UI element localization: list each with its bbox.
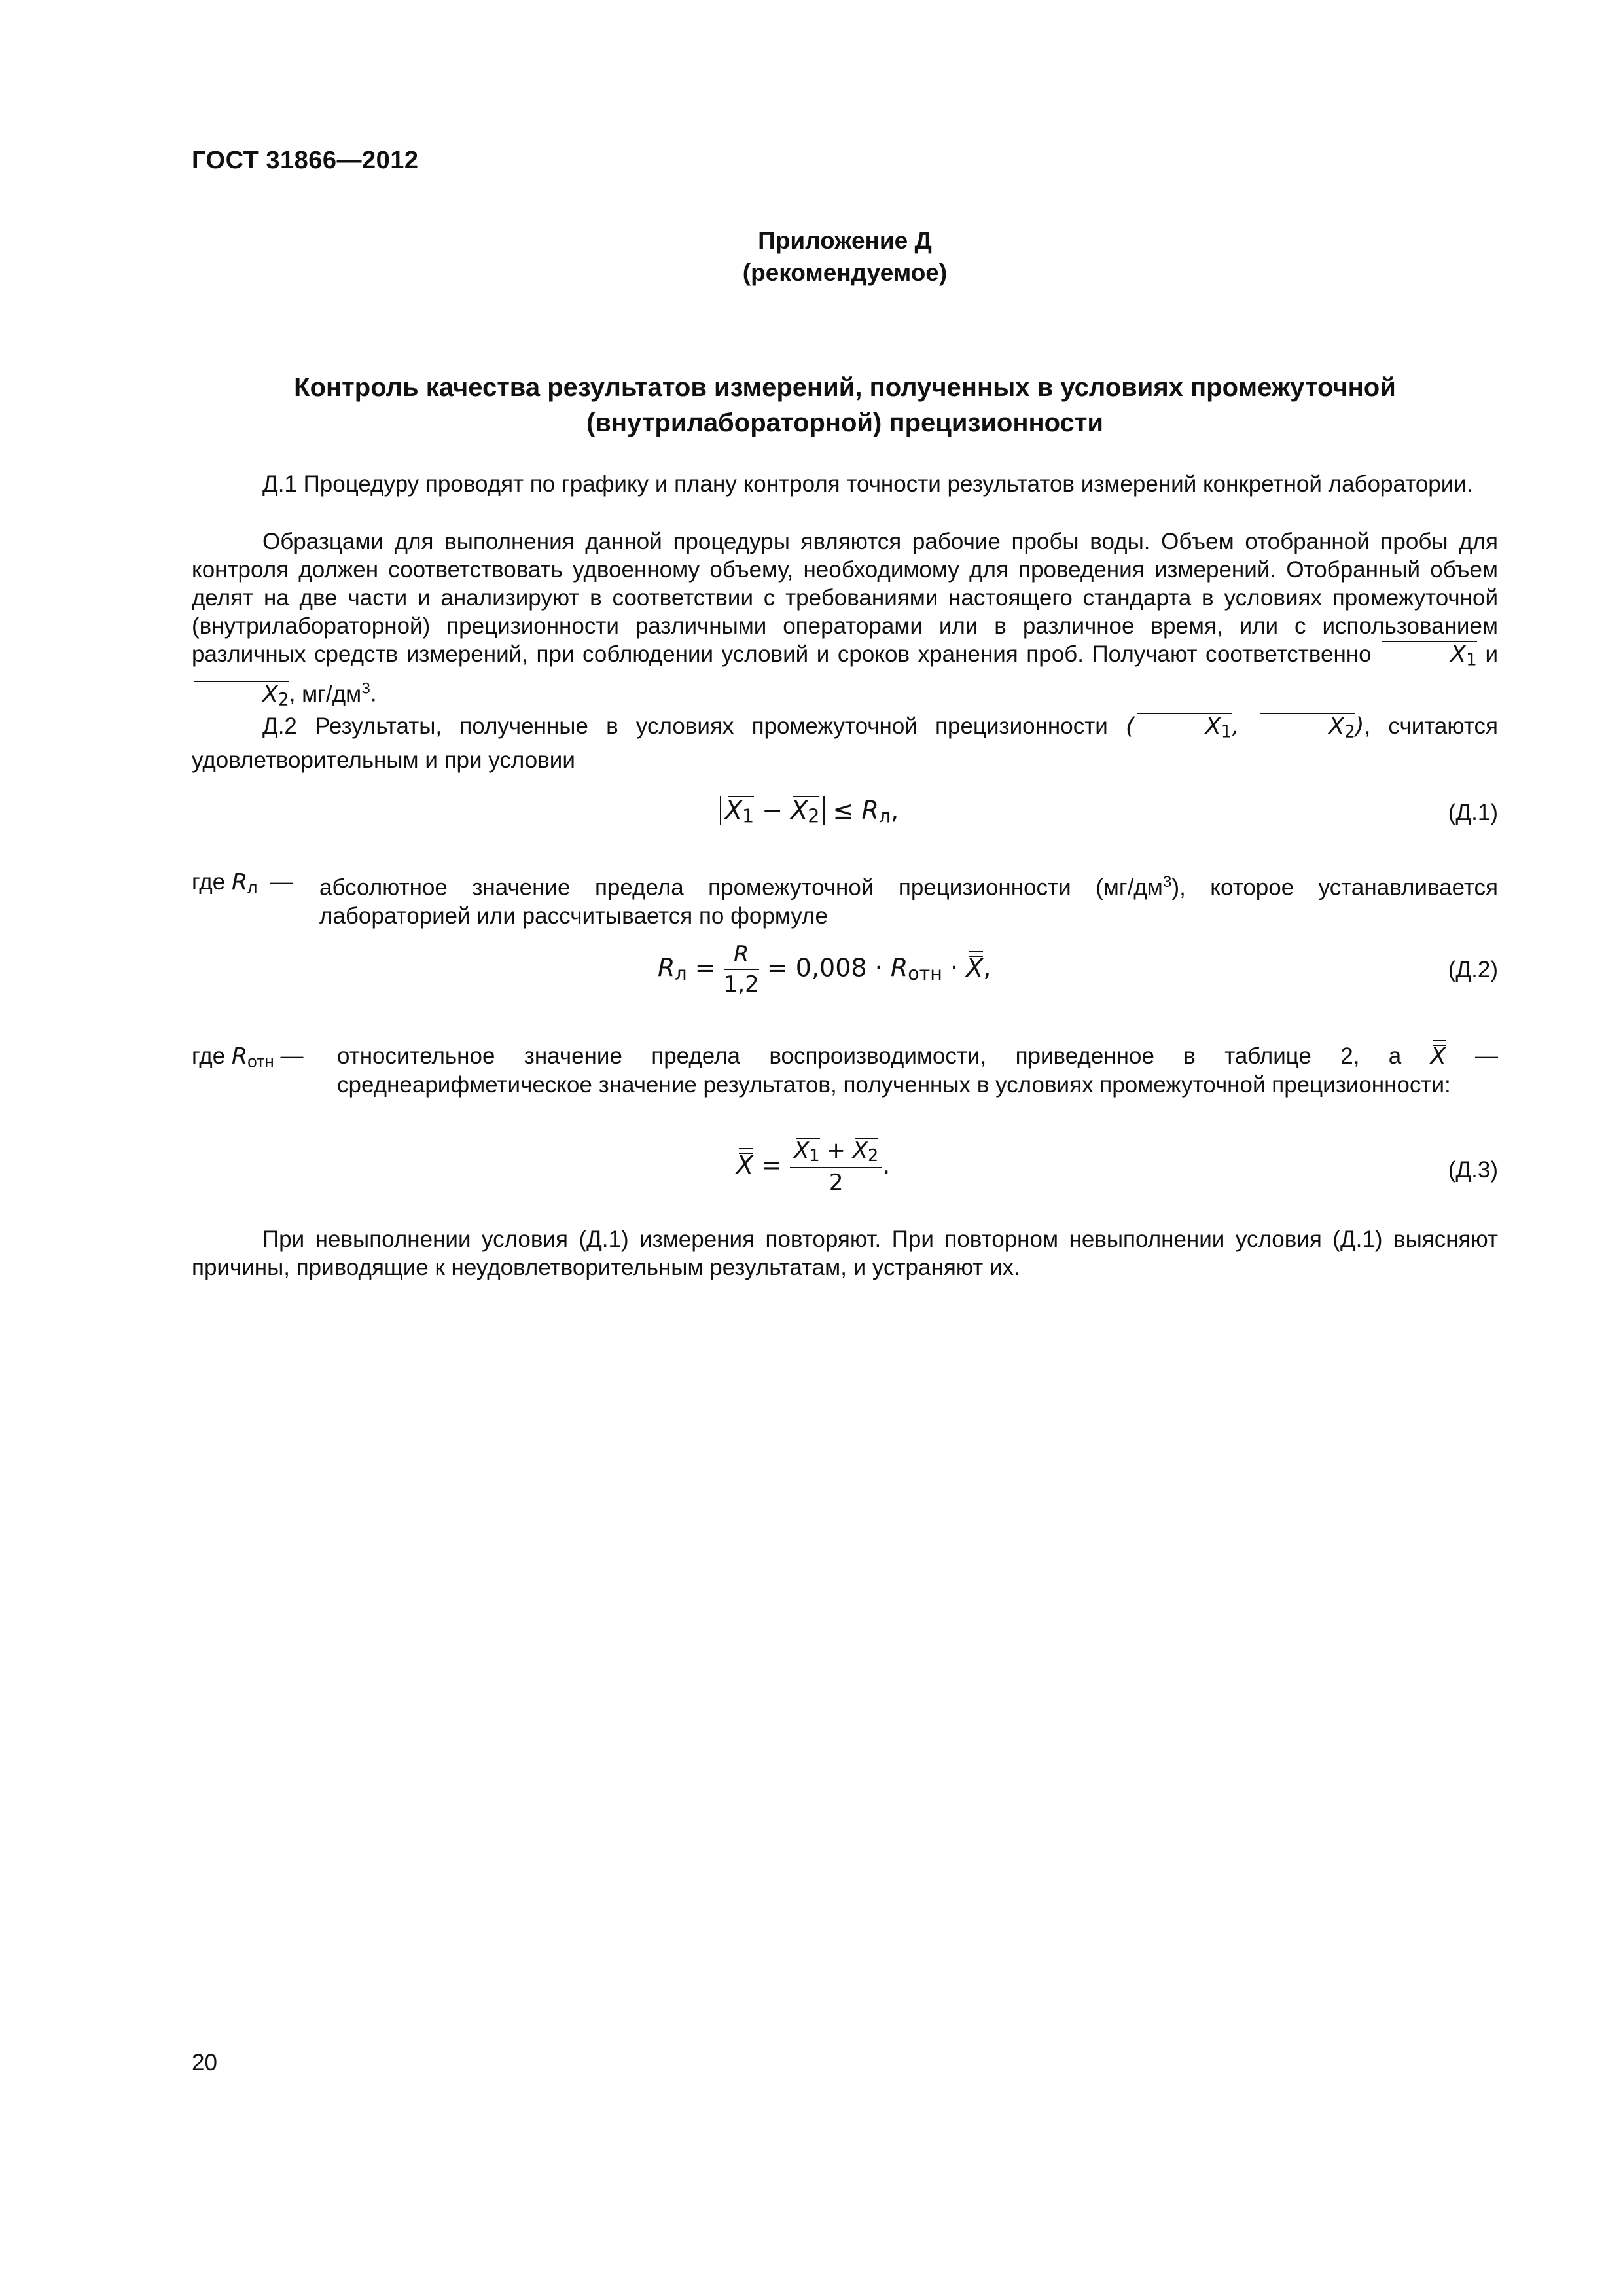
x-double-bar-symbol: X — [1430, 1043, 1446, 1069]
heading-line-1: Контроль качества результатов измерений, полученных в условиях промежуточной — [294, 373, 1396, 402]
where-rl-label: где $R_л$ — — [192, 869, 293, 897]
where-rotn-text: относительное значение предела воспроизводимости, приведенное в таблице 2, а X — среднеарифметическое значение результатов, полученных в условиях промежуточной прецизионности: — [337, 1043, 1498, 1098]
equation-number-d3: (Д.3) — [1448, 1157, 1498, 1183]
paragraph-d1-2: Образцами для выполнения данной процедуры являются рабочие пробы воды. Объем отобранной пробы для контроля должен соответствовать удвоенному объему, необходимому для проведения измерений. Отобранный объем делят на две части и анализируют в соответствии с требованиями настоящего стандарта в условиях промежуточной (внутрилабораторной) прецизионности различными операторами или в различное время, или с использованием различных средств измерений, при соблюдении условий и сроков хранения проб. Получают соответственно $X_1$ и $X_2$, $мг/дм^3$. — [192, 528, 1498, 714]
paragraph-d2-start: Д.2 Результаты, полученные в условиях промежуточной прецизионности — [262, 713, 1108, 739]
standard-designation: ГОСТ 31866—2012 — [192, 147, 419, 174]
x2-bar-symbol: $X_2$ — [192, 681, 289, 714]
unit-label: $мг/дм^3$ — [302, 679, 370, 707]
section-heading — [192, 370, 1498, 440]
paragraph-d1-1: Д.1 Процедуру проводят по графику и плану контроля точности результатов измерений конкретной лаборатории. — [262, 471, 1473, 497]
and-word: и — [1485, 641, 1498, 667]
where-rl-text: абсолютное значение предела промежуточной прецизионности $(мг/дм^3)$, которое устанавливается лабораторией или рассчитывается по формуле — [319, 873, 1498, 929]
equation-number-d1: (Д.1) — [1448, 800, 1498, 825]
equation-number-d2: (Д.2) — [1448, 957, 1498, 982]
paragraph-closing: При невыполнении условия (Д.1) измерения повторяют. При повторном невыполнении условия (Д.1) выясняют причины, приводящие к неудовлетворительным результатам, и устраняют их. — [192, 1227, 1498, 1280]
x-pair-notation: ( $X_1$, $X_2$) — [1126, 713, 1364, 740]
where-rotn-definition — [192, 1042, 1498, 1101]
where-rotn-label: где $R_{отн}$ — — [192, 1043, 304, 1071]
equation-d1: $X_1 - X_2 \le R_л$, — [720, 796, 899, 827]
where-rl-definition — [192, 868, 1498, 927]
appendix-title: Приложение Д — [758, 227, 932, 254]
appendix-status: (рекомендуемое) — [742, 259, 948, 286]
page-number: 20 — [192, 2050, 217, 2075]
paragraph-d1-2-text: Образцами для выполнения данной процедуры являются рабочие пробы воды. Объем отобранной пробы для контроля должен соответствовать удвоенному объему, необходимому для проведения измерений. Отобранный объем делят на две части и анализируют в соответствии с требованиями настоящего стандарта в условиях промежуточной (внутрилабораторной) прецизионности различными операторами или в различное время, или с использованием различных средств измерений, при соблюдении условий и сроков хранения проб. Получают соответственно — [192, 529, 1498, 667]
heading-line-2: (внутрилабораторной) прецизионности — [586, 408, 1104, 437]
paragraph-d2: Д.2 Результаты, полученные в условиях промежуточной прецизионности ( $X_1$, $X_2$), считаются удовлетворительным и при условии — [192, 713, 1498, 774]
equation-d2: $R_л$ = $\frac{R}{1,2}$ = $0,008 \cdot R_{отн} \cdot X$, — [658, 941, 991, 997]
x1-bar-symbol: $X_1$ — [1380, 641, 1477, 674]
equation-d3: X = $\frac{X1 + X2}{2}$ . — [736, 1138, 891, 1196]
paragraph-d2-end: считаются удовлетворительным и при условии — [192, 713, 1498, 774]
